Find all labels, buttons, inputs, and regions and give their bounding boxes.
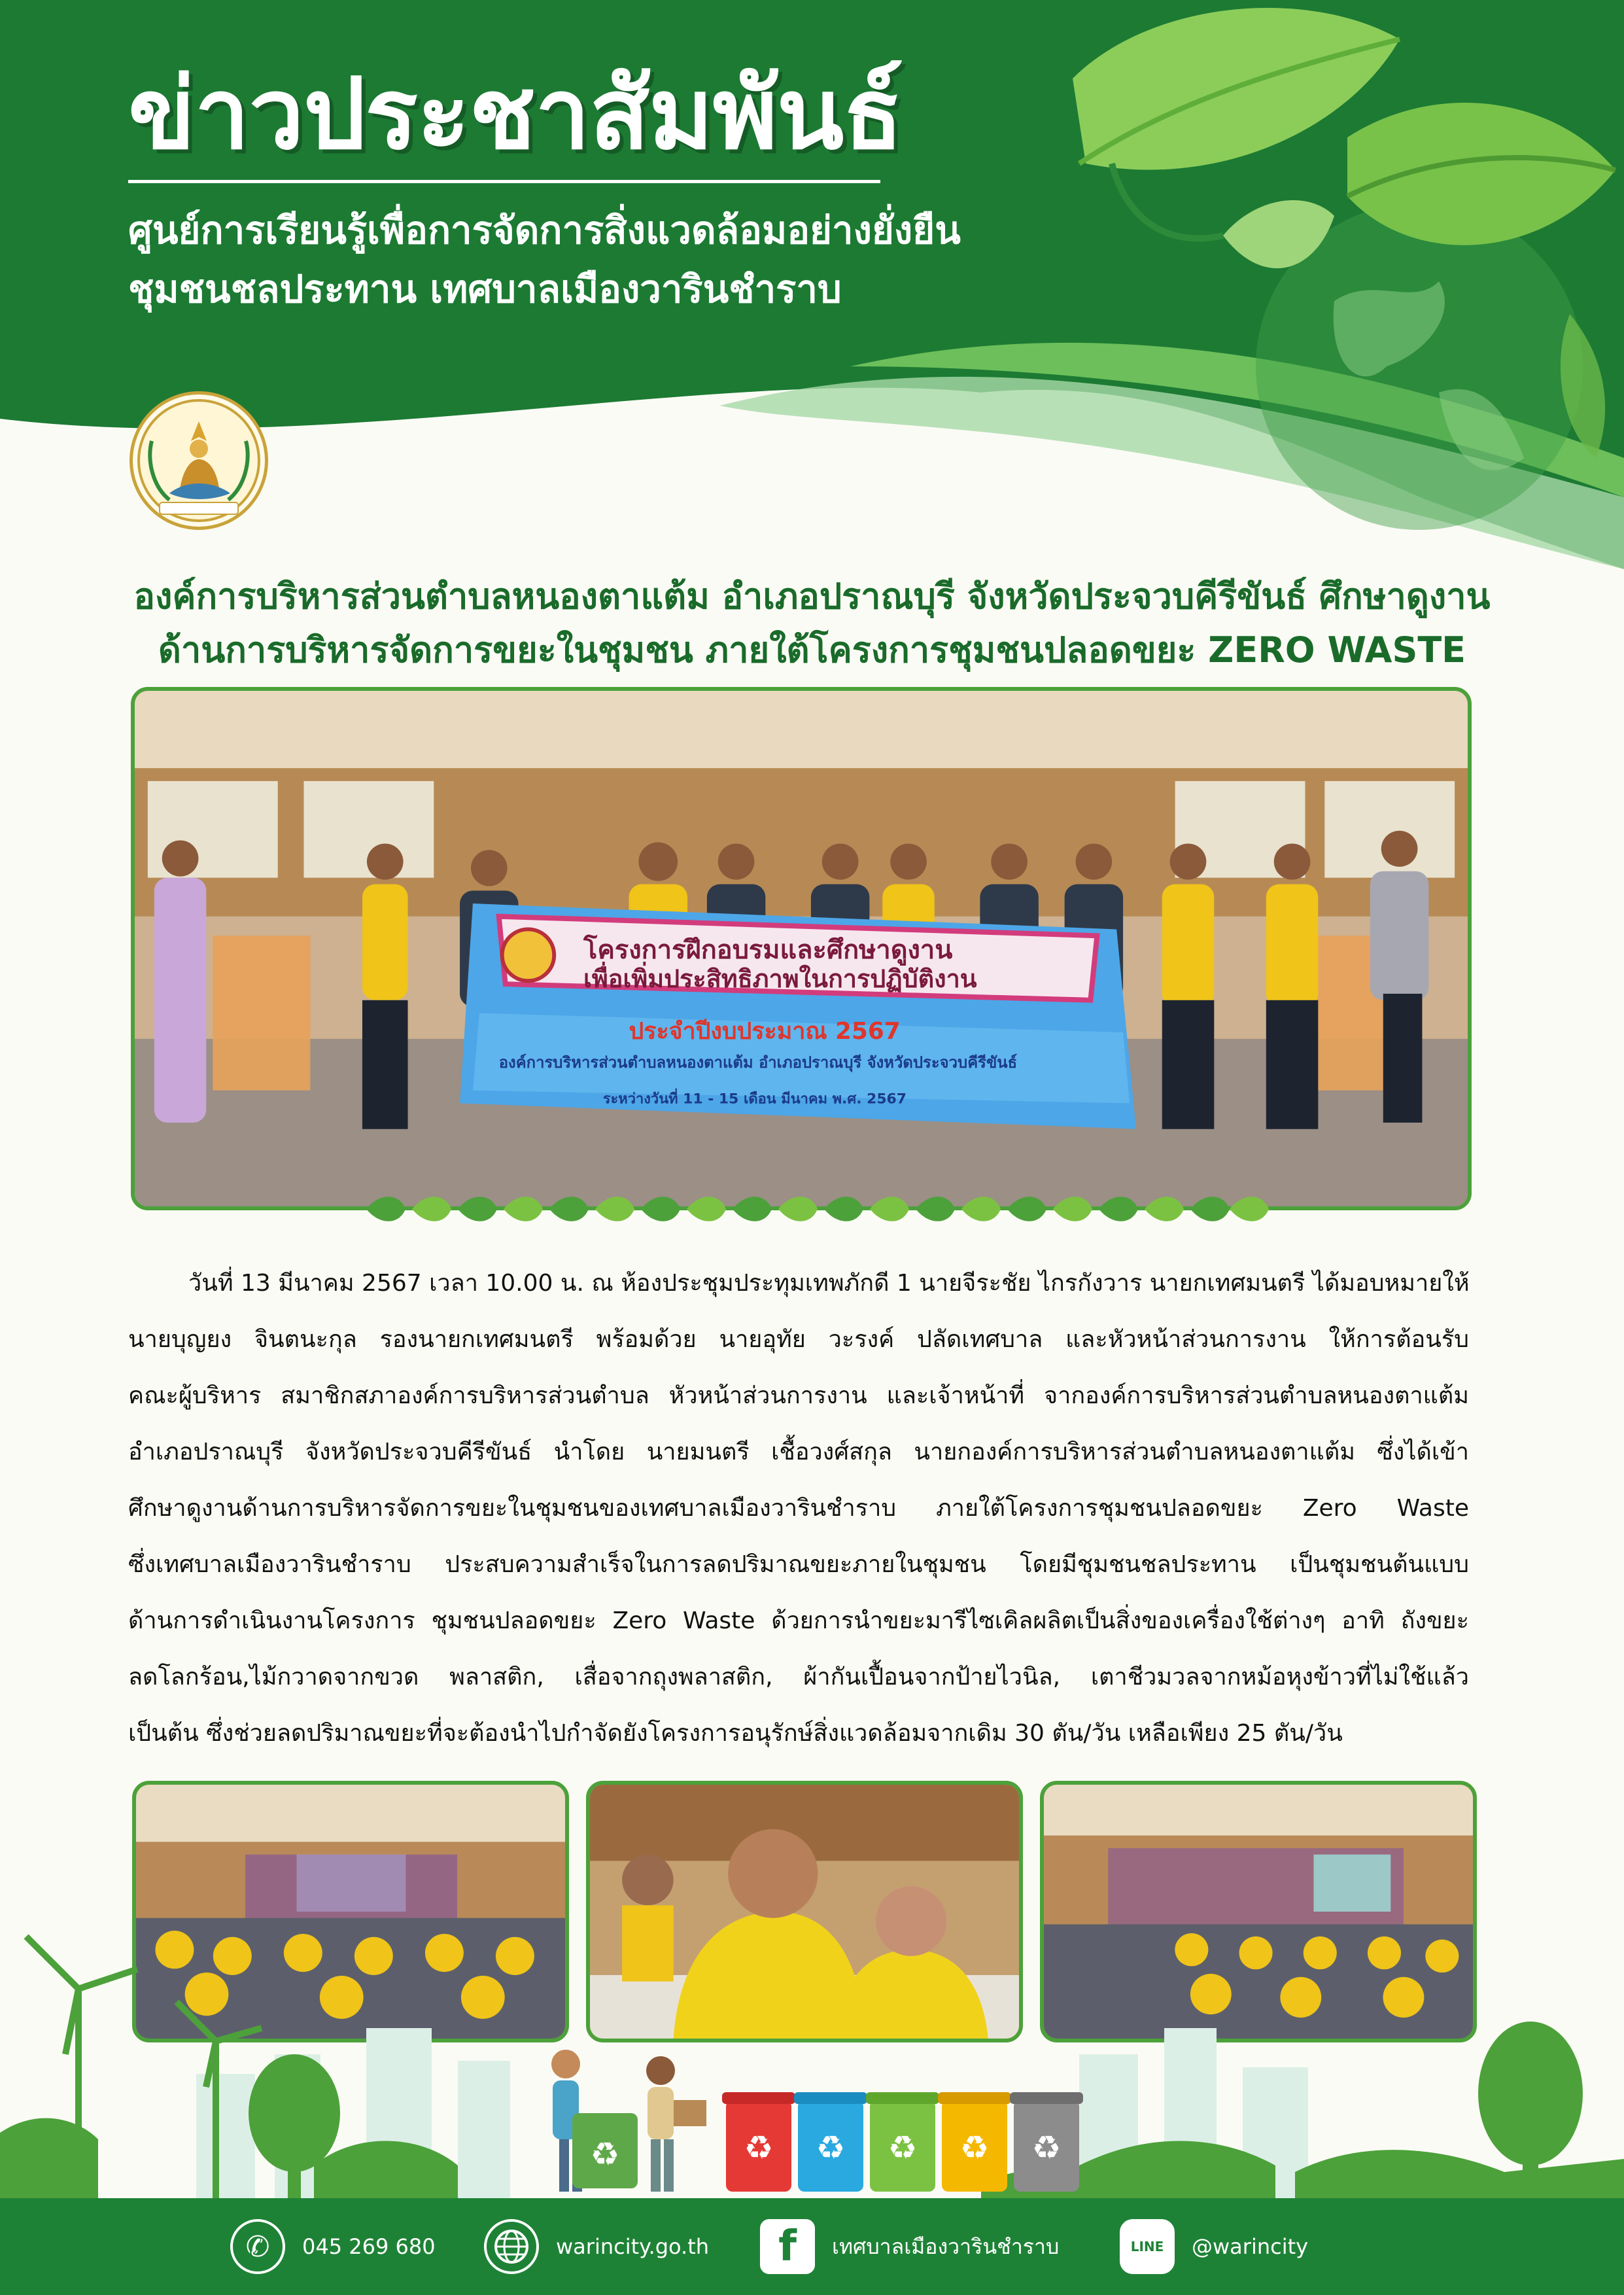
banner-line-1: โครงการฝึกอบรมและศึกษาดูงาน <box>583 934 953 965</box>
header-subtitle-1: ศูนย์การเรียนรู้เพื่อการจัดการสิ่งแวดล้อมอย่างยั่งยืน <box>128 208 961 253</box>
body-line-2: นายบุญยง จินตนะกุล รองนายกเทศมนตรี พร้อมด้วย นายอุทัย วะรงค์ ปลัดเทศบาล และหัวหน้าส่วนการงาน ให้การต้อนรับ <box>128 1326 1469 1353</box>
svg-text:♻: ♻ <box>816 2129 846 2167</box>
line-id: @warincity <box>1192 2234 1309 2259</box>
banner-line-5: ระหว่างวันที่ 11 - 15 เดือน มีนาคม พ.ศ. 2567 <box>602 1091 907 1108</box>
line-badge: LINE <box>1130 2239 1164 2254</box>
leaf-divider <box>366 1189 1269 1229</box>
footer-line[interactable] <box>1120 2219 1308 2274</box>
body-line-9: เป็นต้น ซึ่งช่วยลดปริมาณขยะที่จะต้องนำไปกำจัดยังโครงการอนุรักษ์สิ่งแวดล้อมจากเดิม 30 ตัน/วัน เหลือเพียง 25 ตัน/วัน <box>128 1720 1343 1747</box>
body-line-4: อำเภอปราณบุรี จังหวัดประจวบคีรีขันธ์ นำโดย นายมนตรี เชื้อวงศ์สกุล นายกองค์การบริหารส่วนตำบลหนองตาแต้ม ซึ่งได้เข้า <box>128 1439 1469 1465</box>
body-line-5: ศึกษาดูงานด้านการบริหารจัดการขยะในชุมชนของเทศบาลเมืองวารินชำราบ ภายใต้โครงการชุมชนปลอดขยะ Zero Waste <box>128 1495 1469 1522</box>
banner-line-3: ประจำปีงบประมาณ 2567 <box>629 1018 901 1045</box>
footer-illustration <box>0 1858 1624 2198</box>
banner-line-2: เพื่อเพิ่มประสิทธิภาพในการปฏิบัติงาน <box>583 964 977 994</box>
banner-line-4: องค์การบริหารส่วนตำบลหนองตาแต้ม อำเภอปราณบุรี จังหวัดประจวบคีรีขันธ์ <box>498 1053 1018 1072</box>
facebook-page-name: เทศบาลเมืองวารินชำราบ <box>832 2234 1060 2259</box>
footer-website[interactable] <box>484 2219 709 2274</box>
body-line-1: วันที่ 13 มีนาคม 2567 เวลา 10.00 น. ณ ห้องประชุมประทุมเทพภักดี 1 นายจีระชัย ไกรกังวาร นายกเทศมนตรี ได้มอบหมายให้ <box>188 1270 1470 1297</box>
headline-line-1: องค์การบริหารส่วนตำบลหนองตาแต้ม อำเภอปราณบุรี จังหวัดประจวบคีรีขันธ์ ศึกษาดูงาน <box>133 576 1491 617</box>
phone-icon: ✆ <box>230 2219 285 2274</box>
svg-text:♻: ♻ <box>744 2129 774 2167</box>
body-line-3: คณะผู้บริหาร สมาชิกสภาองค์การบริหารส่วนตำบล หัวหน้าส่วนการงาน และเจ้าหน้าที่ จากองค์การบริหารส่วนตำบลหนองตาแต้ม <box>128 1382 1469 1409</box>
recycle-icon: ♻ <box>590 2135 620 2173</box>
recycling-bins <box>722 2092 1083 2192</box>
svg-text:♻: ♻ <box>1031 2129 1062 2167</box>
title-divider <box>128 180 880 183</box>
municipality-logo <box>130 391 268 530</box>
headline-line-2: ด้านการบริหารจัดการขยะในชุมชน ภายใต้โครงการชุมชนปลอดขยะ ZERO WASTE <box>158 629 1466 671</box>
line-icon <box>1120 2219 1175 2274</box>
header-subtitle-2: ชุมชนชลประทาน เทศบาลเมืองวารินชำราบ <box>128 267 842 311</box>
body-line-8: ลดโลกร้อน,ไม้กวาดจากขวด พลาสติก, เสื่อจากถุงพลาสติก, ผ้ากันเปื้อนจากป้ายไวนิล, เตาชีวมวลจากหม้อหุงข้าวที่ไม่ใช้แล้ว <box>128 1664 1469 1691</box>
footer-facebook[interactable] <box>760 2219 1059 2274</box>
page-title: ข่าวประชาสัมพันธ์ <box>128 58 903 171</box>
main-group-photo <box>131 687 1472 1210</box>
svg-text:♻: ♻ <box>959 2129 990 2167</box>
globe-icon <box>484 2219 539 2274</box>
facebook-icon: f <box>760 2219 815 2274</box>
svg-text:♻: ♻ <box>888 2129 918 2167</box>
footer-phone[interactable] <box>230 2219 436 2274</box>
phone-number: 045 269 680 <box>302 2234 436 2259</box>
body-line-7: ด้านการดำเนินงานโครงการ ชุมชนปลอดขยะ Zero Waste ด้วยการนำขยะมารีไซเคิลผลิตเป็นสิ่งของเครื่องใช้ต่างๆ อาทิ ถังขยะ <box>128 1607 1469 1634</box>
website-url: warincity.go.th <box>556 2234 710 2259</box>
body-line-6: ซึ่งเทศบาลเมืองวารินชำราบ ประสบความสำเร็จในการลดปริมาณขยะภายในชุมชน โดยมีชุมชนชลประทาน เป็นชุมชนต้นแบบ <box>128 1551 1469 1578</box>
project-banner <box>460 903 1136 1129</box>
